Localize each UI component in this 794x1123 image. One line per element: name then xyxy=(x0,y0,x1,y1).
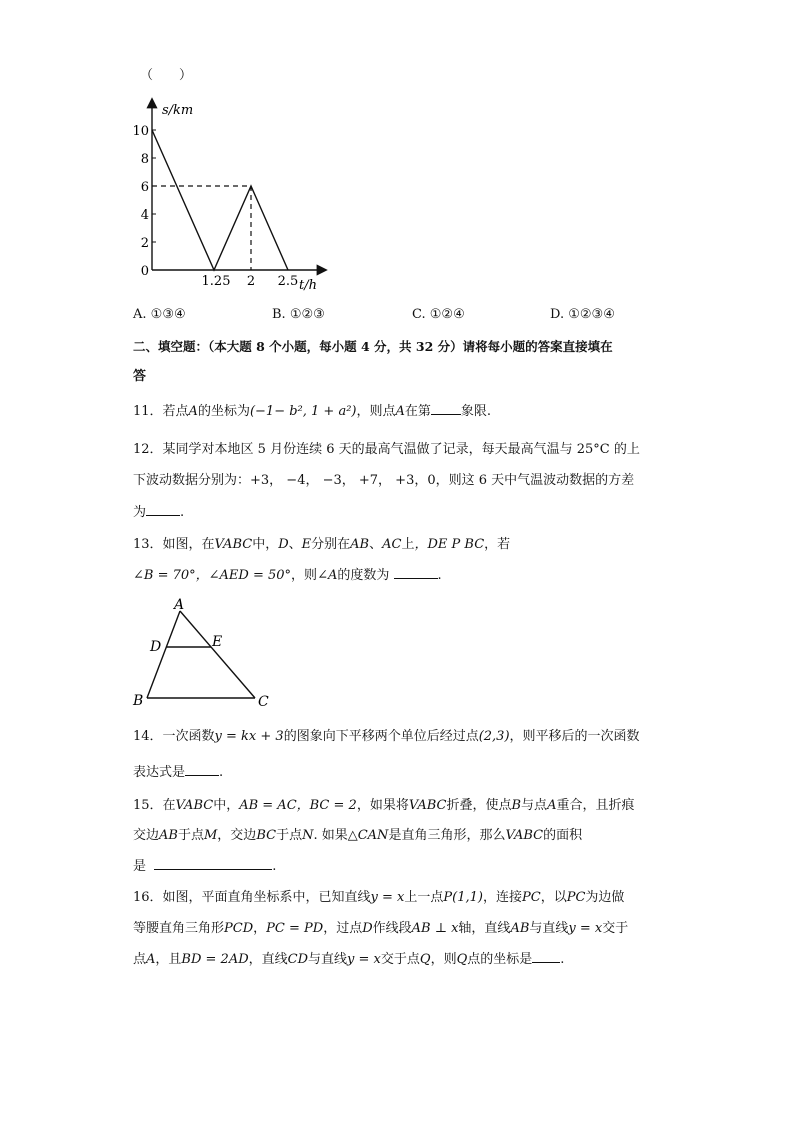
x-tick-1.25: 1.25 xyxy=(201,274,231,289)
option-a[interactable]: A. ①③④ xyxy=(133,307,186,322)
question-12-line1: 12．某同学对本地区 5 月份连续 6 天的最高气温做了记录，每天最高气温与 25°C 的上 xyxy=(133,442,640,457)
label-e: E xyxy=(212,634,223,650)
y-tick-4: 4 xyxy=(140,208,149,223)
question-16-line2: 等腰直角三角形PCD，PC = PD，过点D作线段AB ⊥ x轴，直线AB与直线y = x交于 xyxy=(133,921,629,936)
y-tick-10: 10 xyxy=(132,124,149,139)
answer-blank-11[interactable] xyxy=(431,414,461,415)
y-tick-8: 8 xyxy=(140,152,149,167)
option-d[interactable]: D. ①②③④ xyxy=(550,307,615,322)
y-tick-0: 0 xyxy=(140,264,149,279)
option-b[interactable]: B. ①②③ xyxy=(272,307,325,322)
question-prefix: （ ） xyxy=(140,68,193,83)
label-d: D xyxy=(150,639,162,655)
label-b: B xyxy=(133,693,144,709)
answer-blank-15[interactable] xyxy=(154,869,272,870)
label-a: A xyxy=(174,597,185,613)
question-12-line2: 下波动数据分别为：+3， −4， −3， +7， +3，0，则这 6 天中气温波动数据的方差 xyxy=(133,473,635,488)
question-16-line1: 16．如图，平面直角坐标系中，已知直线y = x上一点P(1,1)，连接PC，以PC为边做 xyxy=(133,890,625,905)
label-c: C xyxy=(258,694,269,710)
section2-title-line1: 二、填空题：（本大题 8 个小题，每小题 4 分，共 32 分）请将每小题的答案直接填在 xyxy=(133,339,613,354)
question-15-line3: 是 . xyxy=(133,859,277,874)
question-11: 11．若点A的坐标为(−1− b², 1 + a²)，则点A在第 象限. xyxy=(133,404,492,419)
question-13-line2: ∠B = 70°，∠AED = 50°，则∠A的度数为 . xyxy=(133,568,442,583)
question-15-line2: 交边AB于点M，交边BC于点N. 如果△CAN是直角三角形，那么VABC的面积 xyxy=(133,828,583,843)
x-tick-2.5: 2.5 xyxy=(277,274,299,289)
section2-title-line2: 答 xyxy=(133,369,147,384)
question-14-line1: 14．一次函数y = kx + 3的图象向下平移两个单位后经过点(2,3)，则平移后的一次函数 xyxy=(133,729,640,744)
x-axis-label: t/h xyxy=(299,278,317,293)
answer-blank-16[interactable] xyxy=(532,962,560,963)
option-c[interactable]: C. ①②④ xyxy=(412,307,465,322)
answer-blank-12[interactable] xyxy=(146,515,180,516)
y-axis-label: s/km xyxy=(162,103,194,118)
question-13-line1: 13．如图，在VABC中，D、E分别在AB、AC上，DE P BC，若 xyxy=(133,537,511,552)
question-12-line3: 为 . xyxy=(133,505,185,520)
question-16-line3: 点A，且BD = 2AD，直线CD与直线y = x交于点Q，则Q点的坐标是 . xyxy=(133,952,565,967)
graph-line xyxy=(152,130,288,270)
distance-time-graph xyxy=(125,92,335,297)
triangle-figure xyxy=(130,592,280,714)
side-ac xyxy=(180,611,255,698)
answer-blank-13[interactable] xyxy=(394,578,438,579)
answer-blank-14[interactable] xyxy=(185,775,219,776)
y-tick-6: 6 xyxy=(140,180,149,195)
question-14-line2: 表达式是 . xyxy=(133,765,224,780)
x-tick-2: 2 xyxy=(246,274,256,289)
y-tick-2: 2 xyxy=(140,236,149,251)
question-15-line1: 15．在VABC中，AB = AC，BC = 2，如果将VABC折叠，使点B与点A重合，且折痕 xyxy=(133,798,635,813)
